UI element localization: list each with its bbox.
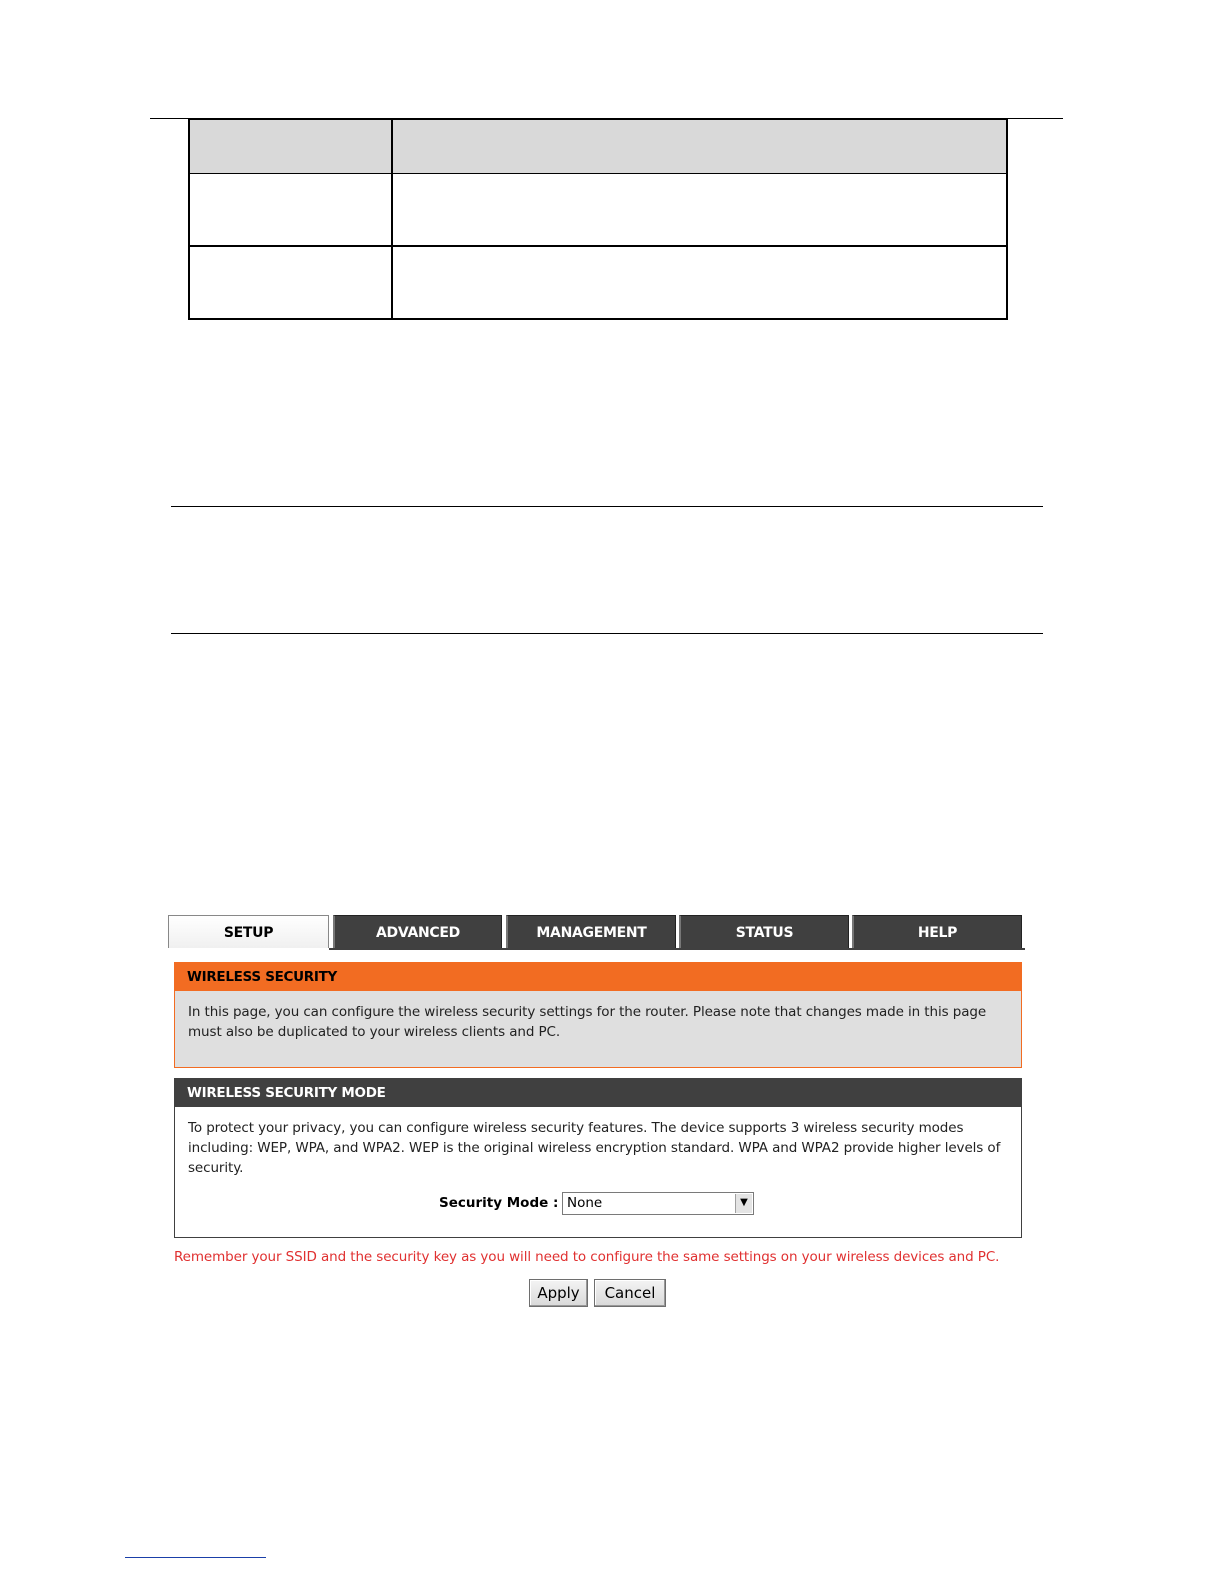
wireless-security-title: WIRELESS SECURITY: [175, 963, 1021, 991]
tab-help[interactable]: HELP: [852, 915, 1022, 948]
tab-advanced[interactable]: ADVANCED: [333, 915, 502, 948]
router-ui-screenshot: [168, 915, 1025, 1310]
wireless-security-mode-description: To protect your privacy, you can configure wireless security features. The device supports 3 wireless security modes including: WEP, WPA, and WPA2. WEP is the original wireless encryption standard. WPA and WPA2 provide higher levels of security.: [188, 1120, 1001, 1176]
table-column-divider: [391, 120, 393, 318]
apply-button[interactable]: Apply: [529, 1279, 588, 1307]
security-mode-row: [175, 1192, 1021, 1216]
wireless-security-panel: [174, 962, 1022, 1068]
wireless-security-mode-title: WIRELESS SECURITY MODE: [175, 1079, 1021, 1107]
table-row: [190, 174, 1006, 247]
wireless-security-mode-panel: [174, 1078, 1022, 1238]
document-table: [188, 118, 1008, 320]
footnote-rule: [125, 1557, 266, 1558]
tab-baseline: [329, 948, 1025, 950]
security-mode-value: None: [567, 1195, 603, 1211]
ssid-warning-text: Remember your SSID and the security key as you will need to configure the same settings on your wireless devices and PC.: [174, 1249, 1000, 1265]
security-mode-label: Security Mode :: [439, 1195, 559, 1211]
tab-setup[interactable]: SETUP: [168, 915, 329, 948]
table-row: [190, 247, 1006, 320]
security-mode-select[interactable]: [562, 1192, 754, 1215]
tab-status[interactable]: STATUS: [679, 915, 849, 948]
note-box: [171, 506, 1043, 634]
chevron-down-icon[interactable]: ▼: [735, 1194, 752, 1213]
table-header-row: [190, 120, 1006, 174]
cancel-button[interactable]: Cancel: [594, 1279, 666, 1307]
tab-management[interactable]: MANAGEMENT: [506, 915, 676, 948]
top-tab-bar: [168, 915, 1025, 949]
wireless-security-description: In this page, you can configure the wireless security settings for the router. Please note that changes made in this page must also be duplicated to your wireless clients and PC.: [188, 1004, 987, 1040]
